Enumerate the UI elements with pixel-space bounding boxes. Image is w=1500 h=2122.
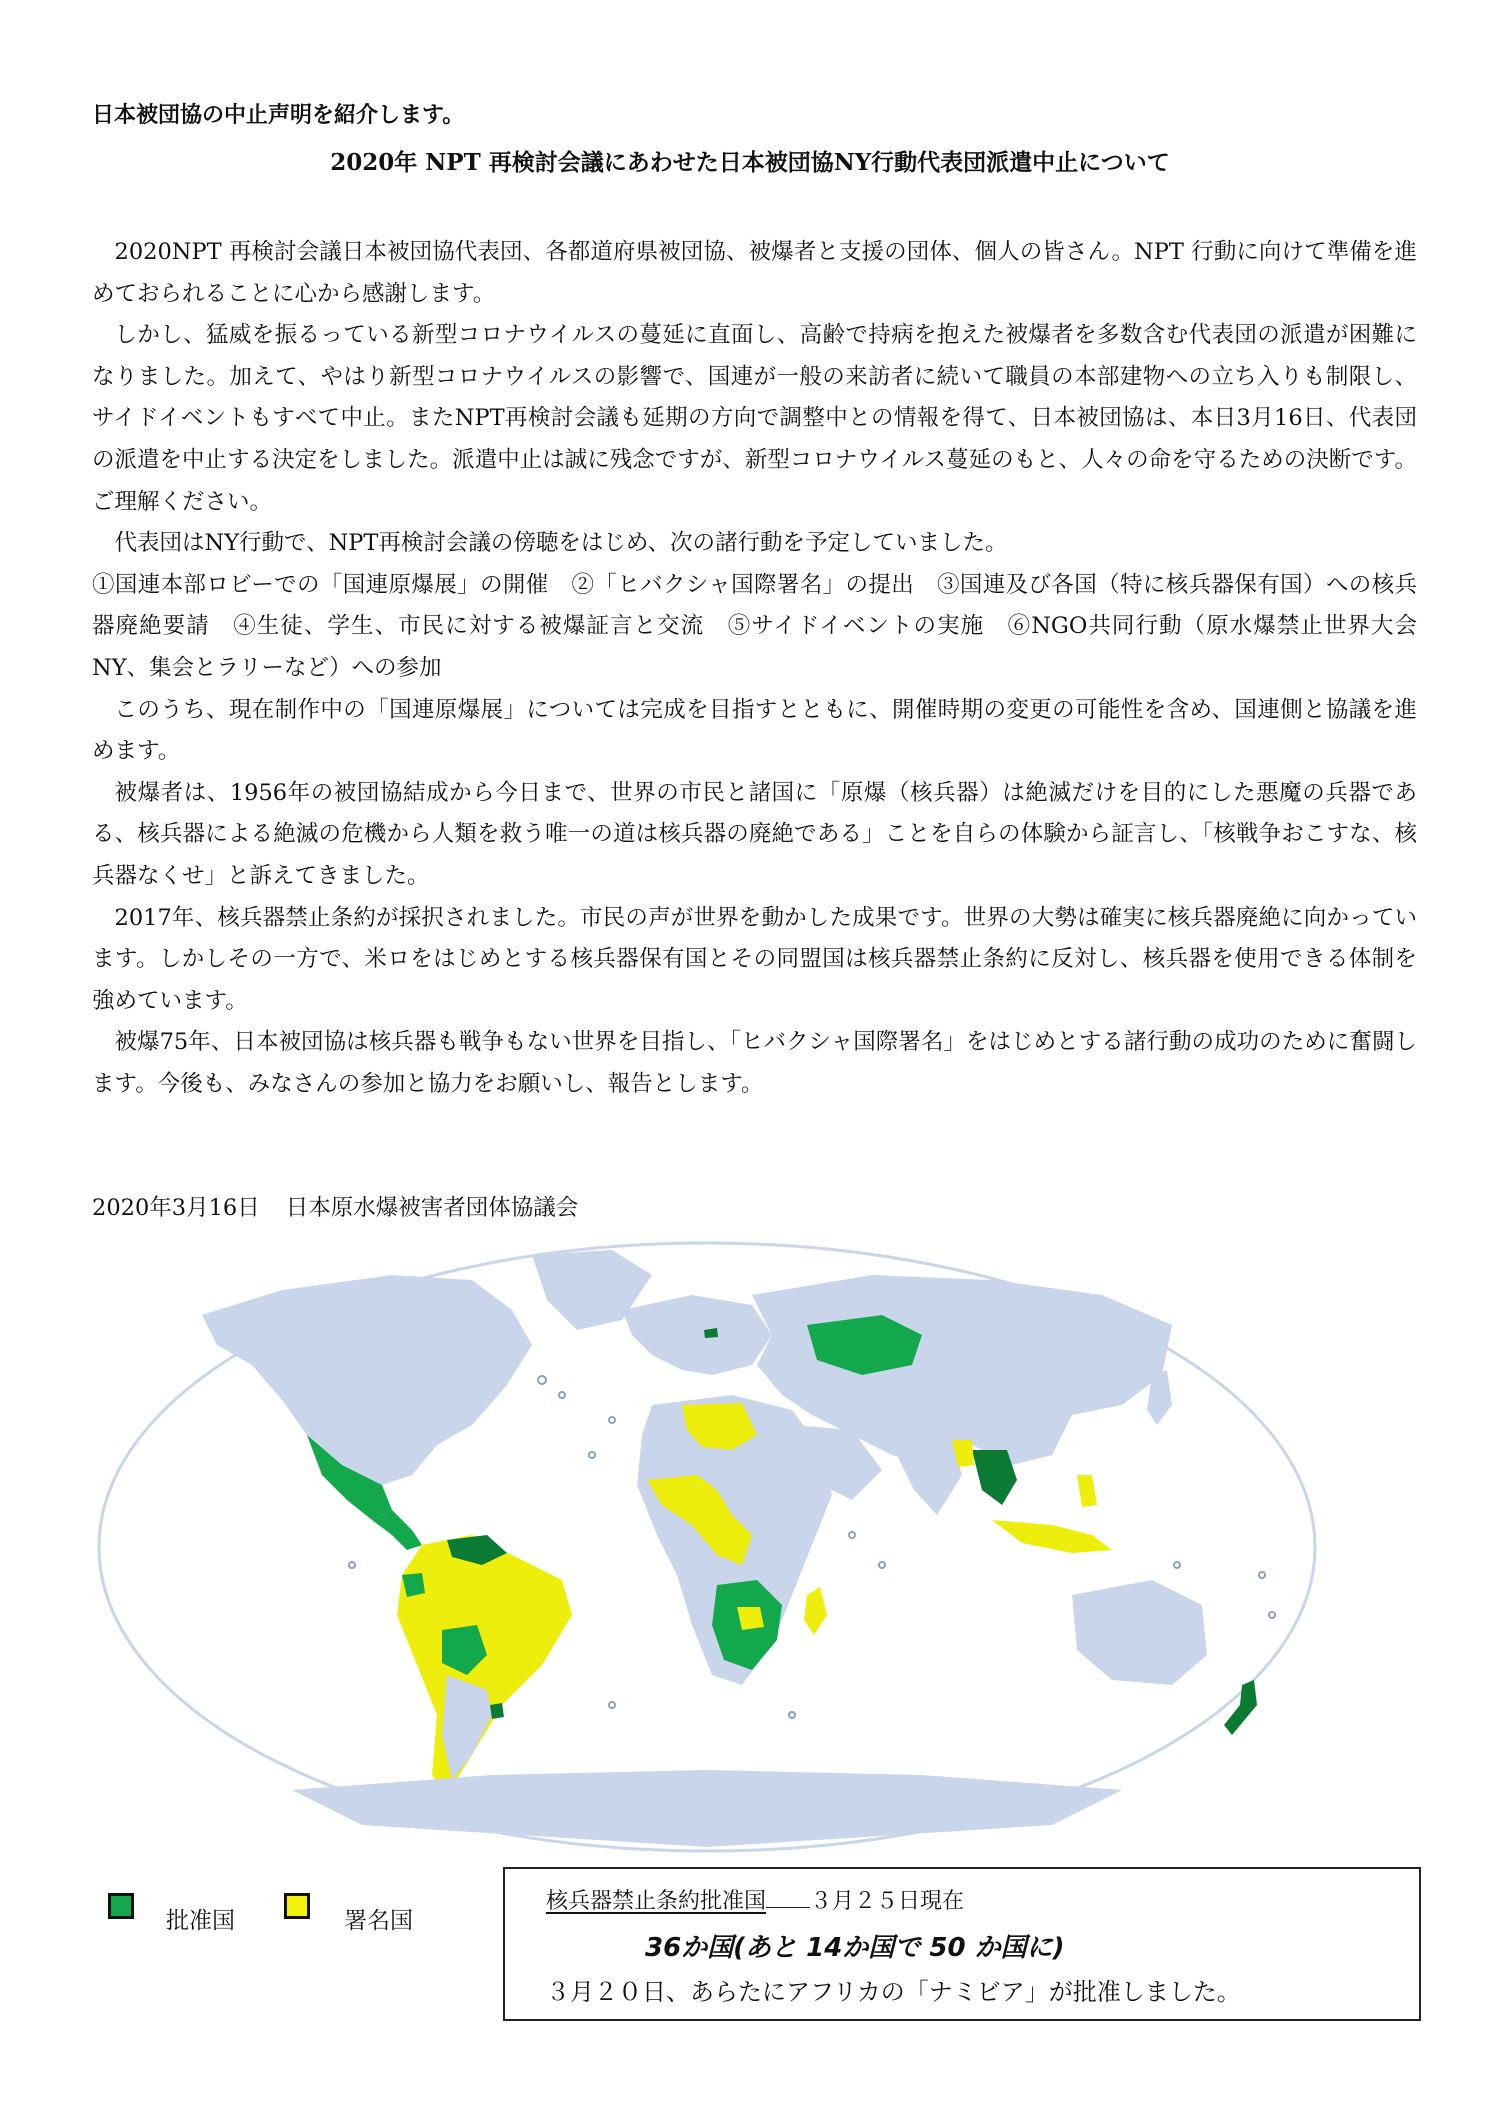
paragraph: 代表団はNY行動で、NPT再検討会議の傍聴をはじめ、次の諸行動を予定していました。 <box>114 530 1008 557</box>
intro-line: 日本被団協の中止声明を紹介します。 <box>92 102 465 128</box>
namibia-note: ３月２０日、あらたにアフリカの「ナミビア」が批准しました。 <box>546 1978 1241 2006</box>
country-uruguay <box>490 1703 504 1719</box>
world-map <box>92 1235 1322 1855</box>
status-heading-line <box>546 1884 964 1915</box>
document-title: 2020年 NPT 再検討会議にあわせた日本被団協NY行動代表団派遣中止について <box>330 149 1170 176</box>
ratification-status-box <box>503 1867 1421 2021</box>
legend-ratified <box>108 1892 134 1919</box>
paragraph: 2017年、核兵器禁止条約が採択されました。市民の声が世界を動かした成果です。世界の大勢は確実に核兵器廃絶に向かっています。しかしその一方で、米ロをはじめとする核兵器保有国とその同盟国は核兵器禁止条約に反対し、核兵器を使用できる体制を強めています。 <box>92 904 1417 1014</box>
paragraph: 2020NPT 再検討会議日本被団協代表団、各都道府県被団協、被爆者と支援の団体、個人の皆さん。NPT 行動に向けて準備を進めておられることに心から感謝します。 <box>92 239 1417 307</box>
planned-actions-list: ①国連本部ロビーでの「国連原爆展」の開催 ②「ヒバクシャ国際署名」の提出 ③国連及び各国（特に核兵器保有国）への核兵器廃絶要請 ④生徒、学生、市民に対する被爆証言と交流 ⑤サイドイベントの実施 ⑥NGO共同行動（原水爆禁止世界大会NY、集会とラリーなど）への参加 <box>92 571 1417 681</box>
organization-name: 日本原水爆被害者団体協議会 <box>285 1195 579 1221</box>
land-antarctica <box>292 1770 1122 1847</box>
legend-signed <box>284 1892 310 1919</box>
paragraph: 被爆75年、日本被団協は核兵器も戦争もない世界を目指し、「ヒバクシャ国際署名」をはじめとする諸行動の成功のために奮闘します。今後も、みなさんの参加と協力をお願いし、報告とします。 <box>92 1029 1417 1097</box>
heading-underline-gap <box>766 1906 810 1908</box>
paragraph: 被爆者は、1956年の被団協結成から今日まで、世界の市民と諸国に「原爆（核兵器）は絶滅だけを目的にした悪魔の兵器である、核兵器による絶滅の危機から人類を救う唯一の道は核兵器の廃絶である」ことを自らの体験から証言し、「核戦争おこすな、核兵器なくせ」と訴えてきました。 <box>92 779 1417 889</box>
statement-body <box>92 232 1417 1105</box>
signature-line <box>92 1190 578 1222</box>
world-map-svg <box>92 1235 1322 1855</box>
paragraph: しかし、猛威を振るっている新型コロナウイルスの蔓延に直面し、高齢で持病を抱えた被爆者を多数含む代表団の派遣が困難になりました。加えて、やはり新型コロナウイルスの影響で、国連が一般の来訪者に続いて職員の本部建物への立ち入りも制限し、サイドイベントもすべて中止。またNPT再検討会議も延期の方向で調整中との情報を得て、日本被団協は、本日3月16日、代表団の派遣を中止する決定をしました。派遣中止は誠に残念ですが、新型コロナウイルス蔓延のもと、人々の命を守るための決断です。ご理解ください。 <box>92 322 1417 515</box>
legend-signed-label: 署名国 <box>344 1908 413 1934</box>
paragraph: このうち、現在制作中の「国連原爆展」については完成を目指すとともに、開催時期の変更の可能性を含め、国連側と協議を進めます。 <box>92 696 1417 765</box>
status-heading: 核兵器禁止条約批准国 <box>546 1889 767 1914</box>
status-as-of: ３月２５日現在 <box>810 1889 965 1914</box>
ratification-count: 36か国(あと 14か国で 50 か国に) <box>645 1933 1065 1963</box>
statement-date: 2020年3月16日 <box>92 1195 260 1221</box>
signed-swatch <box>284 1893 310 1919</box>
legend-ratified-label: 批准国 <box>166 1908 235 1934</box>
ratified-swatch <box>108 1893 134 1919</box>
